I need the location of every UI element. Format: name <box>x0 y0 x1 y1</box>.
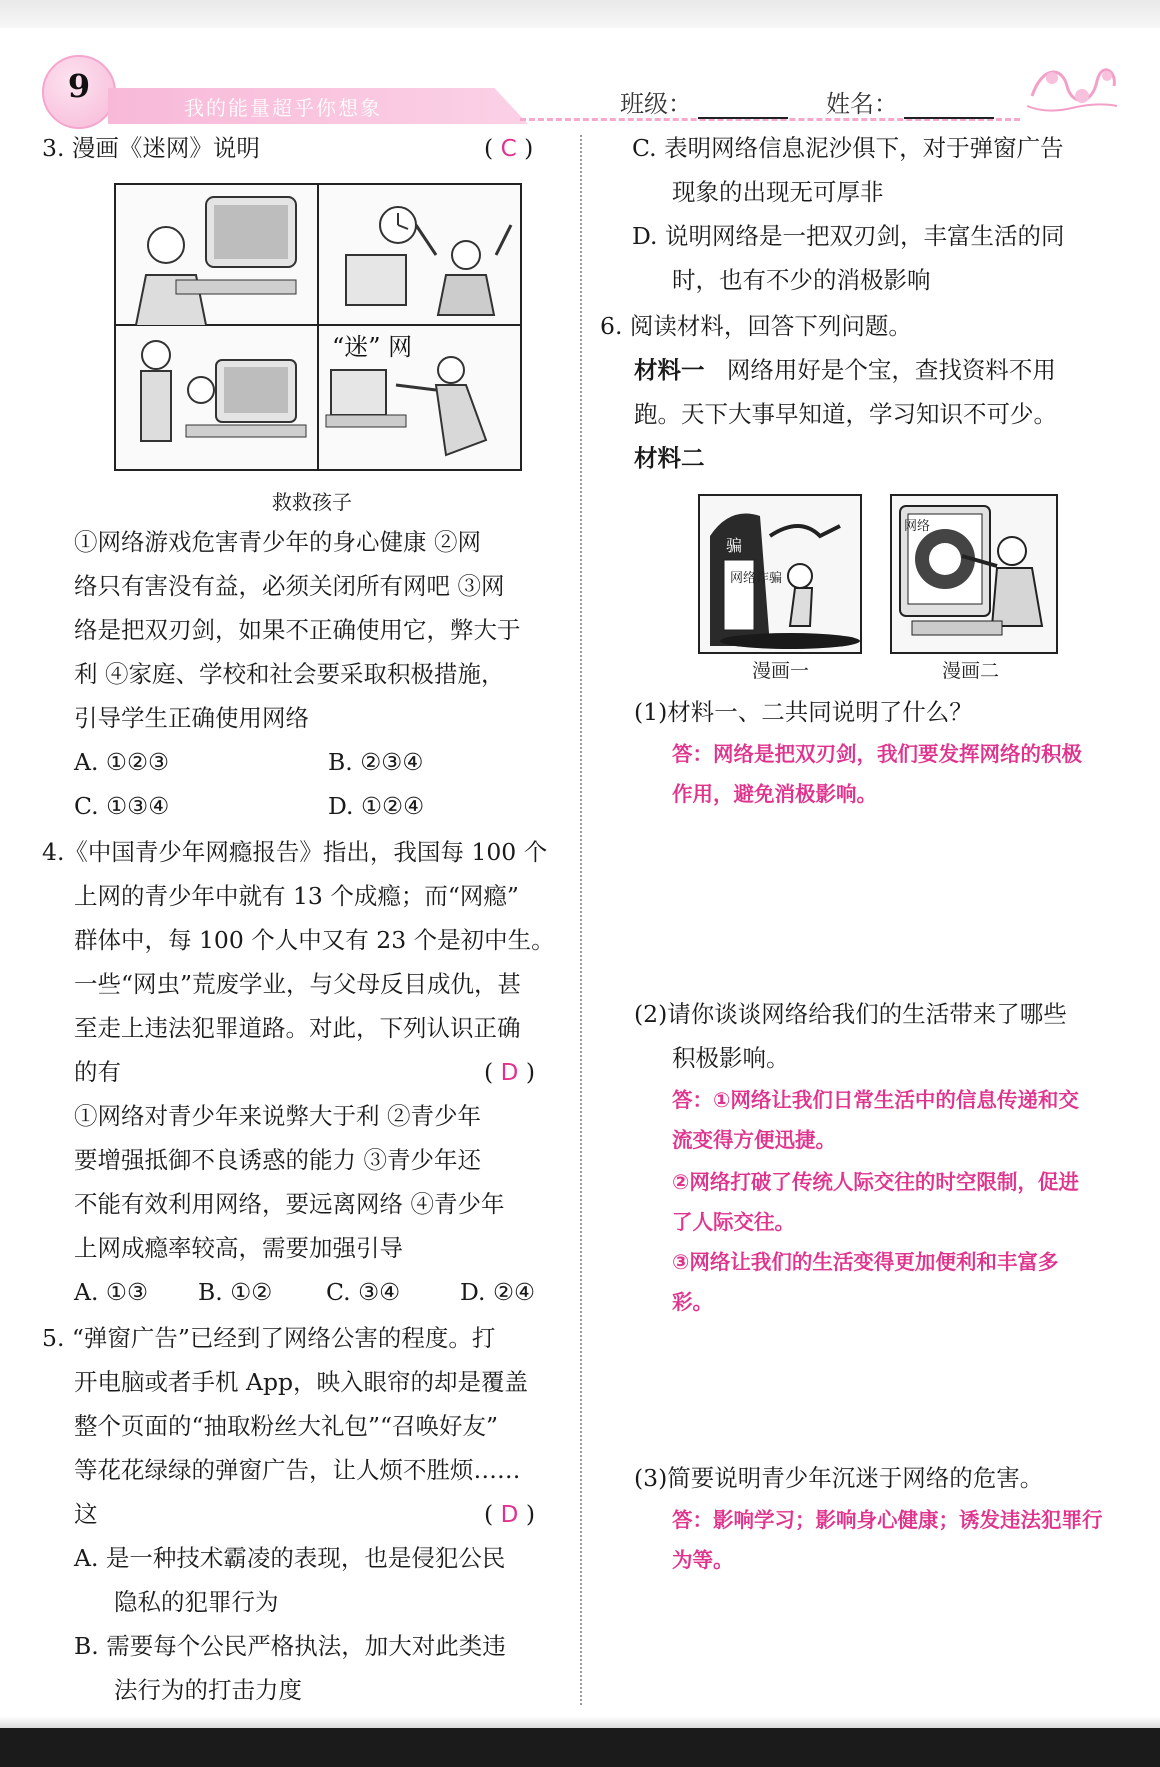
q6-sub2-question-2: 积极影响。 <box>672 1044 790 1072</box>
q5-line-1: 5. “弹窗广告”已经到了网络公害的程度。打 <box>42 1324 496 1352</box>
q4-answer-bracket: ( D ) <box>484 1058 535 1086</box>
q4-option-a: A. ①③ <box>74 1278 149 1306</box>
q4-line-5: 至走上违法犯罪道路。对此，下列认识正确 <box>74 1014 521 1042</box>
q3-option-a: A. ①②③ <box>74 748 170 776</box>
q6-comic-1-text-b: 网络诈骗 <box>730 571 783 586</box>
q5-line-2: 开电脑或者手机 App，映入眼帘的却是覆盖 <box>74 1368 529 1396</box>
header-slogan: 我的能量超乎你想象 <box>184 96 382 120</box>
q4-statement-1: ①网络对青少年来说弊大于利 ②青少年 <box>74 1102 481 1130</box>
q6-comic-2-drawing <box>892 496 1056 652</box>
q6-comic-1-drawing <box>700 496 860 652</box>
column-divider <box>580 135 582 1705</box>
floral-decoration-icon <box>1022 56 1122 116</box>
q6-sub2-answer-4: 了人际交往。 <box>672 1210 795 1234</box>
q6-sub1-question: (1)材料一、二共同说明了什么？ <box>634 698 973 726</box>
q5-option-d-1: D. 说明网络是一把双刃剑，丰富生活的同 <box>632 222 1065 250</box>
q6-stem: 6. 阅读材料，回答下列问题。 <box>600 312 912 340</box>
name-label: 姓名： <box>826 90 898 118</box>
q4-line-6: 的有 <box>74 1058 121 1086</box>
q4-answer: D <box>500 1060 519 1086</box>
q5-line-3: 整个页面的“抽取粉丝大礼包”“召唤好友” <box>74 1412 499 1440</box>
q5-option-a-2: 隐私的犯罪行为 <box>114 1588 279 1616</box>
q5-option-b-2: 法行为的打击力度 <box>114 1676 302 1704</box>
q3-line-2: 络只有害没有益，必须关闭所有网吧 ③网 <box>74 572 505 600</box>
q6-comic-1 <box>698 494 862 654</box>
q6-sub2-answer-3: ②网络打破了传统人际交往的时空限制，促进 <box>672 1170 1079 1194</box>
q5-option-c-2: 现象的出现无可厚非 <box>672 178 884 206</box>
q3-comic-drawing <box>116 185 520 469</box>
q6-comic-2 <box>890 494 1058 654</box>
q4-line-4: 一些“网虫”荒废学业，与父母反目成仇，甚 <box>74 970 522 998</box>
q5-line-5: 这 <box>74 1500 98 1528</box>
q6-material1 <box>634 350 1056 390</box>
q4-option-c: C. ③④ <box>326 1278 401 1306</box>
top-bar <box>0 0 1160 28</box>
class-blank[interactable] <box>698 91 788 119</box>
name-blank[interactable] <box>904 91 994 119</box>
q3-line-5: 引导学生正确使用网络 <box>74 704 309 732</box>
q6-comic-1-caption: 漫画一 <box>752 660 810 682</box>
q5-option-d-2: 时，也有不少的消极影响 <box>672 266 931 294</box>
q5-option-c-1: C. 表明网络信息泥沙俱下，对于弹窗广告 <box>632 134 1064 162</box>
q6-material1-line-1: 网络用好是个宝，查找资料不用 <box>726 356 1056 384</box>
q6-sub2-answer-1: 答：①网络让我们日常生活中的信息传递和交 <box>672 1088 1079 1112</box>
q3-comic-panel4-label: “迷” 网 <box>332 333 413 361</box>
q3-line-1: ①网络游戏危害青少年的身心健康 ②网 <box>74 528 481 556</box>
q4-statement-2: 要增强抵御不良诱惑的能力 ③青少年还 <box>74 1146 481 1174</box>
q3-option-d: D. ①②④ <box>328 792 425 820</box>
q5-option-b-1: B. 需要每个公民严格执法，加大对此类违 <box>74 1632 506 1660</box>
q6-material1-label: 材料一 <box>634 356 705 384</box>
q3-comic <box>114 183 522 471</box>
bottom-edge <box>0 1716 1160 1728</box>
q4-line-1: 4.《中国青少年网瘾报告》指出，我国每 100 个 <box>42 838 548 866</box>
q6-material1-line-2: 跑。天下大事早知道，学习知识不可少。 <box>634 400 1057 428</box>
q5-answer: D <box>500 1502 519 1528</box>
q3-option-c: C. ①③④ <box>74 792 170 820</box>
q3-line-3: 络是把双刃剑，如果不正确使用它，弊大于 <box>74 616 521 644</box>
q3-line-4: 利 ④家庭、学校和社会要采取积极措施， <box>74 660 505 688</box>
q6-sub1-answer-2: 作用，避免消极影响。 <box>672 782 877 806</box>
q4-option-d: D. ②④ <box>460 1278 536 1306</box>
q3-answer-bracket: ( C ) <box>484 134 534 162</box>
q6-sub3-question: (3)简要说明青少年沉迷于网络的危害。 <box>634 1464 1044 1492</box>
class-field <box>620 84 788 119</box>
name-field <box>826 84 994 119</box>
q6-sub3-answer-2: 为等。 <box>672 1548 734 1572</box>
q6-comic-2-text: 网络 <box>904 519 931 534</box>
q6-sub2-answer-5: ③网络让我们的生活变得更加便利和丰富多 <box>672 1250 1059 1274</box>
bottom-bar <box>0 1728 1160 1767</box>
q3-option-b: B. ②③④ <box>328 748 424 776</box>
q6-sub3-answer-1: 答：影响学习；影响身心健康；诱发违法犯罪行 <box>672 1508 1103 1532</box>
q6-sub2-answer-6: 彩。 <box>672 1290 713 1314</box>
q5-answer-bracket: ( D ) <box>484 1500 535 1528</box>
q6-comic-2-caption: 漫画二 <box>942 660 1000 682</box>
q3-comic-caption: 救救孩子 <box>272 490 352 514</box>
q5-line-4: 等花花绿绿的弹窗广告，让人烦不胜烦…… <box>74 1456 521 1484</box>
q6-sub2-question-1: (2)请你谈谈网络给我们的生活带来了哪些 <box>634 1000 1067 1028</box>
page-number-badge <box>42 55 116 129</box>
q6-sub1-answer-1: 答：网络是把双刃剑，我们要发挥网络的积极 <box>672 742 1082 766</box>
q6-material2-label: 材料二 <box>634 444 705 472</box>
q4-statement-4: 上网成瘾率较高，需要加强引导 <box>74 1234 403 1262</box>
q5-option-a-1: A. 是一种技术霸凌的表现，也是侵犯公民 <box>74 1544 506 1572</box>
q4-line-2: 上网的青少年中就有 13 个成瘾；而“网瘾” <box>74 882 519 910</box>
page-number: 9 <box>67 67 91 105</box>
class-label: 班级： <box>620 90 692 118</box>
q6-comic-1-text-a: 骗 <box>726 536 743 555</box>
q3-answer: C <box>500 136 517 162</box>
q3-stem: 3. 漫画《迷网》说明 <box>42 134 260 162</box>
q4-option-b: B. ①② <box>198 1278 273 1306</box>
q4-statement-3: 不能有效利用网络，要远离网络 ④青少年 <box>74 1190 505 1218</box>
q4-line-3: 群体中，每 100 个人中又有 23 个是初中生。 <box>74 926 555 954</box>
q6-sub2-answer-2: 流变得方便迅捷。 <box>672 1128 836 1152</box>
